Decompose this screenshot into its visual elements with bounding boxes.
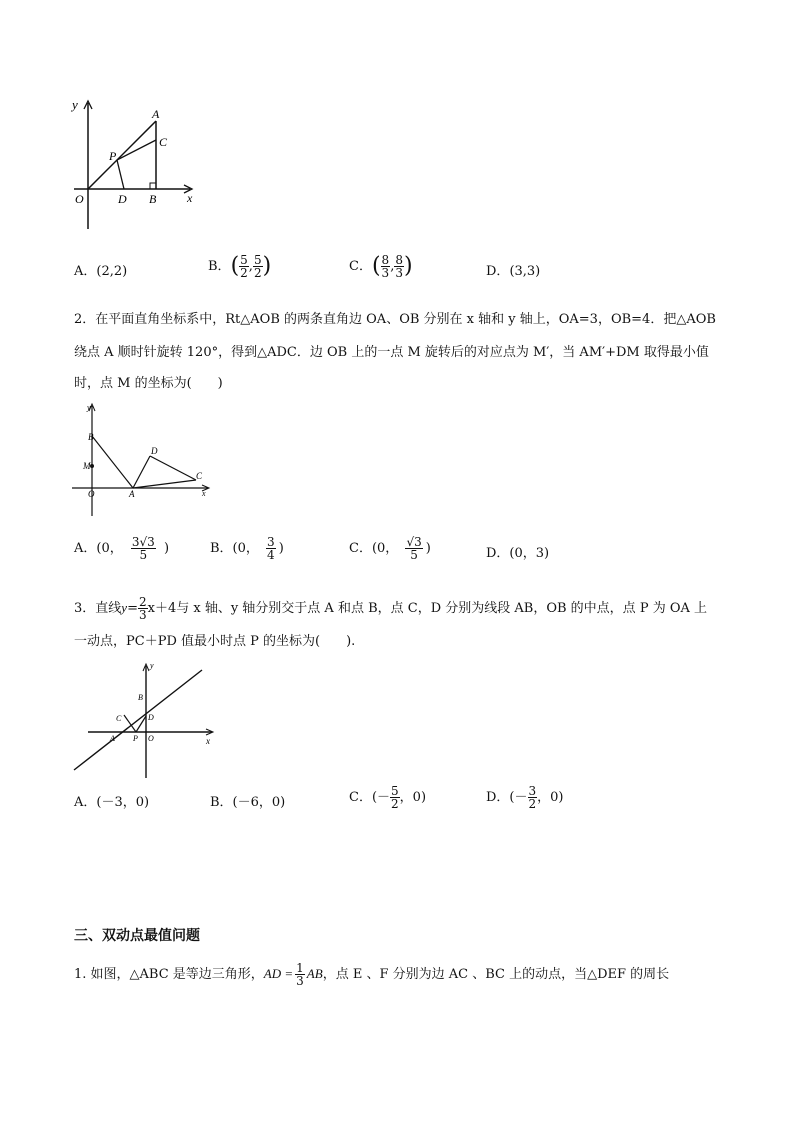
q3-option-d-close: ，0): [537, 790, 564, 805]
q2-c-den: 5: [410, 548, 418, 562]
q3-eq-y: y: [121, 600, 128, 615]
label-x: x: [202, 489, 206, 498]
label-y: y: [87, 403, 91, 412]
s3q1-eq-rhs: AB: [306, 966, 323, 981]
s3q1-eq-den: 3: [296, 974, 304, 988]
section3-q1-line: [74, 962, 669, 987]
label-O: O: [148, 734, 154, 743]
q0-option-d-label: D．: [486, 264, 510, 279]
q2-option-b: [210, 536, 284, 561]
point-M: [90, 464, 94, 468]
label-B: B: [88, 432, 94, 442]
q3-option-a: A．(－3，0): [74, 795, 150, 810]
q0-c-d2: 3: [395, 266, 403, 280]
q2-a-den: 5: [139, 548, 148, 562]
q3-c-num: 5: [391, 784, 399, 798]
q3-eq-den: 3: [138, 608, 147, 622]
label-y: y: [150, 661, 154, 670]
label-B: B: [138, 693, 143, 702]
label-P: P: [133, 734, 138, 743]
s3q1-prefix: 1. 如图，△ABC 是等边三角形，: [74, 967, 264, 982]
q3-line-1-prefix: 3．直线: [74, 601, 122, 616]
label-O: O: [88, 489, 95, 499]
q0-option-a-value: (2,2): [96, 264, 128, 279]
q0-c-d1: 3: [381, 266, 390, 280]
segment-AD: [133, 456, 150, 488]
label-M: M: [83, 461, 91, 471]
segment-BA: [92, 436, 133, 488]
label-O: O: [75, 192, 84, 206]
q0-b-n1: 5: [240, 253, 248, 267]
s3q1-suffix: ，点 E 、F 分别为边 AC 、BC 上的动点，当△DEF 的周长: [322, 967, 670, 982]
label-D: D: [148, 713, 154, 722]
right-angle-mark: [150, 183, 156, 189]
q2-a-num: 3√3: [131, 535, 155, 549]
label-C: C: [196, 471, 203, 481]
label-A: A: [129, 489, 135, 499]
label-x: x: [187, 191, 193, 205]
segment-AC: [133, 480, 196, 488]
q3-d-num: 3: [528, 784, 537, 798]
q2-option-d: D．(0，3): [486, 546, 550, 561]
q0-option-b-label: B．: [208, 259, 231, 274]
s3q1-eq-num: 1: [296, 961, 304, 975]
segment-PD: [117, 160, 124, 189]
q2-b-num: 3: [267, 535, 275, 549]
q3-option-c: [349, 785, 426, 810]
q2-option-b-label: B．(0，: [210, 541, 259, 556]
q2-line-2: 绕点 A 顺时针旋转 120°，得到△ADC．边 OB 上的一点 M 旋转后的对应点为 M′，当 AM′+DM 取得最小值: [74, 345, 709, 360]
figure-3-diagram: [70, 658, 220, 782]
q3-c-den: 2: [391, 797, 399, 811]
q2-option-a-close: ): [163, 541, 170, 556]
q0-option-c: C．( $\frac{8}{3}$ , $\frac{8}{3}$ ): [349, 253, 413, 280]
section-heading: 三、双动点最值问题: [74, 928, 200, 944]
q2-option-c-label: C．(0，: [349, 541, 399, 556]
q3-option-d-label: D．(－: [486, 790, 528, 805]
q0-c-n1: 8: [381, 253, 390, 267]
q0-b-d1: 2: [240, 266, 248, 280]
label-P: P: [109, 149, 117, 163]
q3-eq-rest: x＋4: [147, 601, 177, 616]
q2-option-c-close: ): [425, 541, 431, 556]
q0-option-a: [74, 262, 127, 282]
label-C: C: [116, 714, 122, 723]
q2-line-1: 2．在平面直角坐标系中，Rt△AOB 的两条直角边 OA、OB 分别在 x 轴和 y 轴上，OA=3，OB=4．把△AOB: [74, 312, 716, 327]
q2-option-a-label: A．(0，: [74, 541, 123, 556]
q3-line-1-suffix: 与 x 轴、y 轴分别交于点 A 和点 B，点 C，D 分别为线段 AB，OB 的中点，点 P 为 OA 上: [176, 601, 708, 616]
label-D: D: [118, 192, 127, 206]
label-B: B: [149, 192, 157, 206]
q2-line-3: 时，点 M 的坐标为( ): [74, 376, 223, 391]
q0-b-d2: 2: [253, 266, 262, 280]
q3-eq-num: 2: [138, 595, 147, 609]
q3-option-d: [486, 785, 563, 810]
q2-option-b-close: ): [278, 541, 284, 556]
segment-DC: [150, 456, 196, 480]
q3-option-c-label: C．(－: [349, 790, 391, 805]
segment-PC: [117, 140, 156, 160]
label-D: D: [151, 446, 158, 456]
label-C: C: [159, 135, 168, 149]
q2-c-num: √3: [406, 535, 422, 549]
q0-option-d-value: (3,3): [509, 264, 541, 279]
q0-b-n2: 5: [253, 253, 262, 267]
q3-option-c-close: ，0): [399, 790, 427, 805]
q3-d-den: 2: [528, 797, 537, 811]
q0-option-a-label: A．: [74, 264, 97, 279]
q2-option-a: [74, 536, 169, 561]
line-AB: [74, 670, 202, 770]
q0-c-n2: 8: [395, 253, 403, 267]
q3-line-2: 一动点，PC＋PD 值最小时点 P 的坐标为( ).: [74, 634, 356, 649]
q2-option-c: [349, 536, 431, 561]
q3-option-b: B．(－6，0): [210, 795, 286, 810]
q0-option-b: B．( $\frac{5}{2}$ , $\frac{5}{2}$ ): [208, 253, 272, 280]
q3-eq-equals: =: [127, 601, 138, 616]
q3-line-1: [74, 596, 707, 621]
s3q1-eq-lhs: AD =: [263, 966, 294, 981]
q0-option-d: [486, 262, 540, 282]
q2-b-den: 4: [267, 548, 275, 562]
label-x: x: [206, 736, 210, 746]
label-A: A: [110, 734, 115, 743]
label-y: y: [72, 97, 78, 112]
figure-2-diagram: [68, 400, 218, 518]
figure-1-diagram: [60, 95, 210, 235]
q0-option-c-label: C．: [349, 259, 372, 274]
label-A: A: [152, 107, 160, 121]
